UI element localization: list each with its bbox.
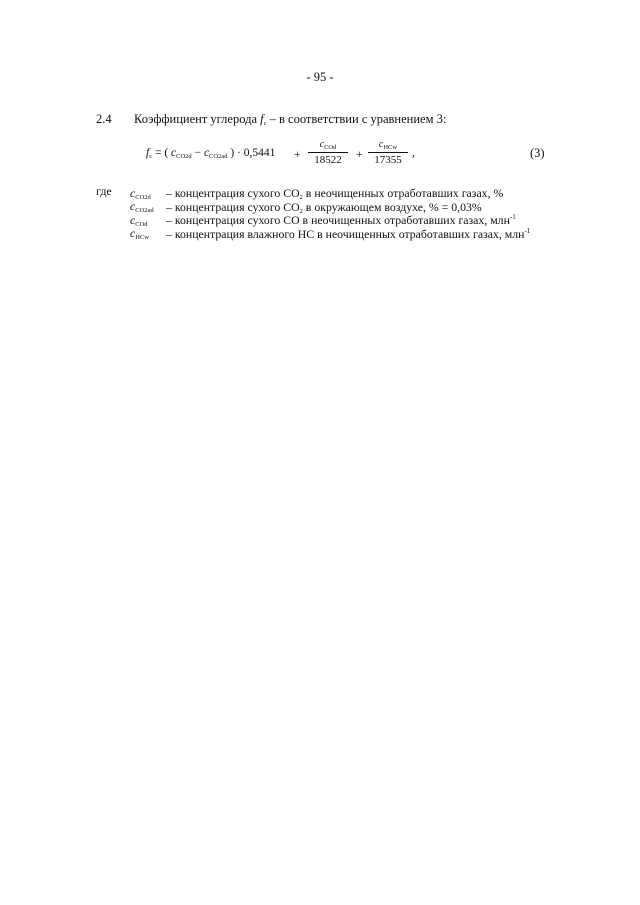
formula-close: ) · 0,5441	[227, 147, 276, 159]
section-title-suffix: – в соответствии с уравнением 3:	[266, 112, 447, 126]
section-number: 2.4	[96, 112, 112, 126]
where-label: где	[96, 184, 112, 198]
symbol-sub: CO2d	[135, 193, 151, 201]
text-after: в окружающем воздухе, % = 0,03%	[302, 199, 482, 214]
fraction-hc	[368, 139, 408, 166]
formula-lhs: f	[146, 147, 150, 159]
symbol-letter: c	[130, 185, 136, 200]
text-main: – концентрация сухого CO	[166, 185, 300, 200]
formula-lhs-sub: c	[149, 153, 153, 160]
text-main: – концентрация сухого CO в неочищенных отработавших газах, млн	[166, 212, 510, 227]
section-title	[134, 112, 446, 127]
fraction-co-numerator	[308, 139, 348, 151]
equation-number: (3)	[530, 146, 545, 160]
page-number: - 95 -	[306, 70, 334, 84]
fraction-co-bar	[308, 152, 348, 153]
formula-plus-1: +	[294, 149, 301, 161]
formula-comma: ,	[412, 147, 415, 159]
definition-row	[130, 184, 530, 201]
formula-lhs-group	[146, 147, 275, 160]
text-sup: -1	[509, 213, 516, 221]
formula-c1: c	[171, 147, 177, 159]
formula-c2-sub: CO2ad	[209, 153, 228, 160]
fraction-co	[308, 139, 348, 166]
formula-eq: = (	[152, 147, 172, 159]
symbol-letter: c	[130, 226, 136, 241]
definition-row	[130, 198, 530, 215]
fraction-hc-num-symbol: c	[378, 139, 384, 150]
text-main: – концентрация сухого CO	[166, 199, 300, 214]
section-title-symbol: f	[260, 112, 264, 126]
formula-c1-sub: CO2d	[176, 153, 192, 160]
fraction-co-num-symbol: c	[319, 139, 325, 150]
symbol-letter: c	[130, 199, 136, 214]
definition-symbol	[130, 227, 166, 245]
section-title-symbol-sub: c	[263, 120, 267, 127]
text-sub: 2	[299, 207, 303, 215]
text-sup: -1	[524, 226, 531, 235]
formula-plus-2: +	[356, 149, 363, 161]
definition-row	[130, 211, 530, 228]
symbol-sub: CO2ad	[135, 207, 154, 215]
fraction-hc-bar	[368, 152, 408, 153]
symbol-letter: c	[130, 212, 136, 227]
fraction-co-num-sub: COd	[324, 144, 337, 151]
text-main: – концентрация влажного HC в неочищенных отработавших газах, млн	[166, 226, 525, 241]
definitions-list	[130, 184, 531, 242]
formula-c2: c	[203, 147, 210, 159]
text-sub: 2	[299, 193, 303, 201]
definition-text	[166, 225, 530, 245]
fraction-hc-num-sub: HCw	[383, 144, 398, 151]
fraction-hc-denominator: 17355	[374, 154, 402, 166]
fraction-hc-numerator	[368, 139, 408, 151]
symbol-sub: COd	[135, 220, 148, 228]
fraction-co-denominator: 18522	[314, 154, 342, 166]
symbol-sub: HCw	[135, 234, 149, 242]
definition-row	[130, 225, 531, 242]
formula-minus: −	[191, 147, 204, 159]
text-after: в неочищенных отработавших газах, %	[302, 185, 504, 200]
section-title-prefix: Коэффициент углерода	[134, 112, 261, 126]
